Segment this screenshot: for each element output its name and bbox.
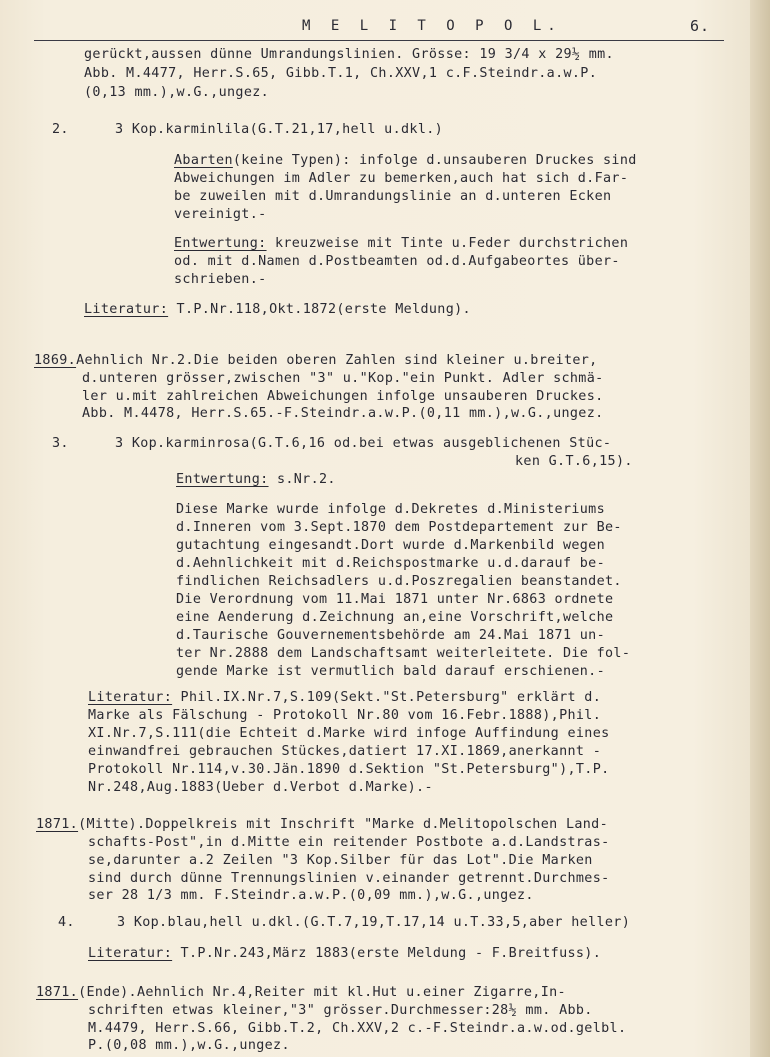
- para-1869-line-4: Abb. M.4478, Herr.S.65.-F.Steindr.a.w.P.(0,11 mm.),w.G.,ungez.: [82, 406, 604, 421]
- entry-2-title: 3 Kop.karminlila(G.T.21,17,hell u.dkl.): [115, 122, 444, 137]
- entry-3-literatur-line-1: [88, 690, 601, 707]
- para-1871b-line-2: schriften etwas kleiner,"3" grösser.Durchmesser:28½ mm. Abb.: [88, 1003, 593, 1018]
- intro-line-3: (0,13 mm.),w.G.,ungez.: [84, 85, 270, 100]
- para-1871b-line-4: P.(0,08 mm.),w.G.,ungez.: [88, 1038, 290, 1053]
- literatur-text: T.P.Nr.243,März 1883(erste Meldung - F.Breitfuss).: [172, 946, 602, 961]
- entry-2-number: 2.: [52, 122, 69, 137]
- para-1871b-first: (Ende).Aehnlich Nr.4,Reiter mit kl.Hut u.einer Zigarre,In-: [78, 985, 566, 1000]
- para-1871a-line-4: sind durch dünne Trennungslinien v.einander getrennt.Durchmes-: [88, 871, 610, 886]
- literatur-label: Literatur:: [84, 302, 169, 317]
- entry-3-title: 3 Kop.karminrosa(G.T.6,16 od.bei etwas ausgeblichenen Stüc-: [115, 436, 612, 451]
- entry-3-entwertung: [176, 472, 336, 489]
- entwertung-text: kreuzweise mit Tinte u.Feder durchstrichen: [266, 236, 629, 251]
- entry-3-literatur-line-2: Marke als Fälschung - Protokoll Nr.80 vom 16.Febr.1888),Phil.: [88, 708, 602, 723]
- entry-3-body-line-2: d.Inneren vom 3.Sept.1870 dem Postdepartement zur Be-: [176, 520, 622, 535]
- entry-3-body-line-3: gutachtung eingesandt.Dort wurde d.Markenbild wegen: [176, 538, 606, 553]
- entry-3-number: 3.: [52, 436, 69, 451]
- abarten-label: Abarten: [174, 153, 233, 168]
- entry-2-entwertung-line-1: [174, 236, 628, 253]
- entry-2-literatur: [84, 302, 471, 319]
- literatur-label: Literatur:: [88, 946, 173, 961]
- para-1871a-line-5: ser 28 1/3 mm. F.Steindr.a.w.P.(0,09 mm.),w.G.,ungez.: [88, 888, 534, 903]
- page-number: 6.: [690, 17, 711, 35]
- entry-2-abarten-line-4: vereinigt.-: [174, 207, 267, 222]
- entry-3-literatur-line-3: XI.Nr.7,S.111(die Echteit d.Marke wird infoge Auffindung eines: [88, 726, 610, 741]
- entry-2-entwertung-line-2: od. mit d.Namen d.Postbeamten od.d.Aufgabeortes über-: [174, 254, 620, 269]
- entry-3-literatur-line-4: einwandfrei gebrauchen Stückes,datiert 17.XI.1869,anerkannt -: [88, 744, 602, 759]
- entry-2-abarten-line-3: be zuweilen mit d.Umrandungslinie an d.unteren Ecken: [174, 189, 612, 204]
- para-1869-first: Aehnlich Nr.2.Die beiden oberen Zahlen sind kleiner u.breiter,: [76, 353, 598, 368]
- intro-line-2: Abb. M.4477, Herr.S.65, Gibb.T.1, Ch.XXV,1 c.F.Steindr.a.w.P.: [84, 66, 598, 81]
- entry-3-title-cont: ken G.T.6,15).: [515, 454, 633, 469]
- entry-4-number: 4.: [58, 915, 75, 930]
- entry-2-abarten-line-2: Abweichungen im Adler zu bemerken,auch hat sich d.Far-: [174, 171, 629, 186]
- para-1871a-line-2: schafts-Post",in d.Mitte ein reitender Postbote a.d.Landstras-: [88, 835, 610, 850]
- para-1869-line-3: ler u.mit zahlreichen Abweichungen infolge unsauberen Druckes.: [82, 389, 604, 404]
- entry-4-literatur: [88, 946, 601, 963]
- para-1869-line-1: [34, 353, 598, 370]
- entry-3-body-line-4: d.Aehnlichkeit mit d.Reichspostmarke u.d.darauf be-: [176, 556, 606, 571]
- entry-3-body-line-7: eine Aenderung d.Zeichnung an,eine Vorschrift,welche: [176, 610, 614, 625]
- entwertung-text: s.Nr.2.: [268, 472, 336, 487]
- entry-4-title: 3 Kop.blau,hell u.dkl.(G.T.7,19,T.17,14 u.T.33,5,aber heller): [117, 915, 631, 930]
- entry-3-body-line-1: Diese Marke wurde infolge d.Dekretes d.Ministeriums: [176, 502, 606, 517]
- entry-3-literatur-line-6: Nr.248,Aug.1883(Ueber d.Verbot d.Marke).-: [88, 780, 433, 795]
- entry-3-body-line-5: findlichen Reichsadlers u.d.Poszregalien beanstandet.: [176, 574, 622, 589]
- entry-3-body-line-6: Die Verordnung vom 11.Mai 1871 unter Nr.6863 ordnete: [176, 592, 614, 607]
- page-title: M E L I T O P O L.: [302, 18, 562, 34]
- year-1869: 1869.: [34, 353, 77, 368]
- literatur-text: Phil.IX.Nr.7,S.109(Sekt."St.Petersburg" erklärt d.: [172, 690, 602, 705]
- entry-3-body-line-9: ter Nr.2888 dem Landschaftsamt weiterleitete. Die fol-: [176, 646, 631, 661]
- para-1871a-line-3: se,darunter a.2 Zeilen "3 Kop.Silber für das Lot".Die Marken: [88, 853, 593, 868]
- para-1871b-line-3: M.4479, Herr.S.66, Gibb.T.2, Ch.XXV,2 c.-F.Steindr.a.w.od.gelbl.: [88, 1021, 627, 1036]
- literatur-label: Literatur:: [88, 690, 173, 705]
- para-1871a-line-1: [36, 817, 608, 834]
- para-1871a-first: (Mitte).Doppelkreis mit Inschrift "Marke d.Melitopolschen Land-: [78, 817, 609, 832]
- entwertung-label: Entwertung:: [176, 472, 269, 487]
- entry-2-entwertung-line-3: schrieben.-: [174, 272, 267, 287]
- entwertung-label: Entwertung:: [174, 236, 267, 251]
- literatur-text: T.P.Nr.118,Okt.1872(erste Meldung).: [168, 302, 471, 317]
- para-1869-line-2: d.unteren grösser,zwischen "3" u."Kop."ein Punkt. Adler schmä-: [82, 371, 604, 386]
- entry-3-body-line-10: gende Marke ist vermutlich bald darauf erschienen.-: [176, 664, 606, 679]
- year-1871-ende: 1871.: [36, 985, 79, 1000]
- intro-line-1: gerückt,aussen dünne Umrandungslinien. Grösse: 19 3/4 x 29½ mm.: [84, 47, 614, 62]
- para-1871b-line-1: [36, 985, 566, 1002]
- year-1871-mitte: 1871.: [36, 817, 79, 832]
- entry-3-body-line-8: d.Taurische Gouvernementsbehörde am 24.Mai 1871 un-: [176, 628, 606, 643]
- entry-3-literatur-line-5: Protokoll Nr.114,v.30.Jän.1890 d.Sektion "St.Petersburg"),T.P.: [88, 762, 610, 777]
- entry-2-abarten-line-1: [174, 153, 637, 170]
- abarten-text: (keine Typen): infolge d.unsauberen Druckes sind: [232, 153, 637, 168]
- page-edge-shadow: [750, 0, 770, 1057]
- header-rule: [34, 40, 724, 41]
